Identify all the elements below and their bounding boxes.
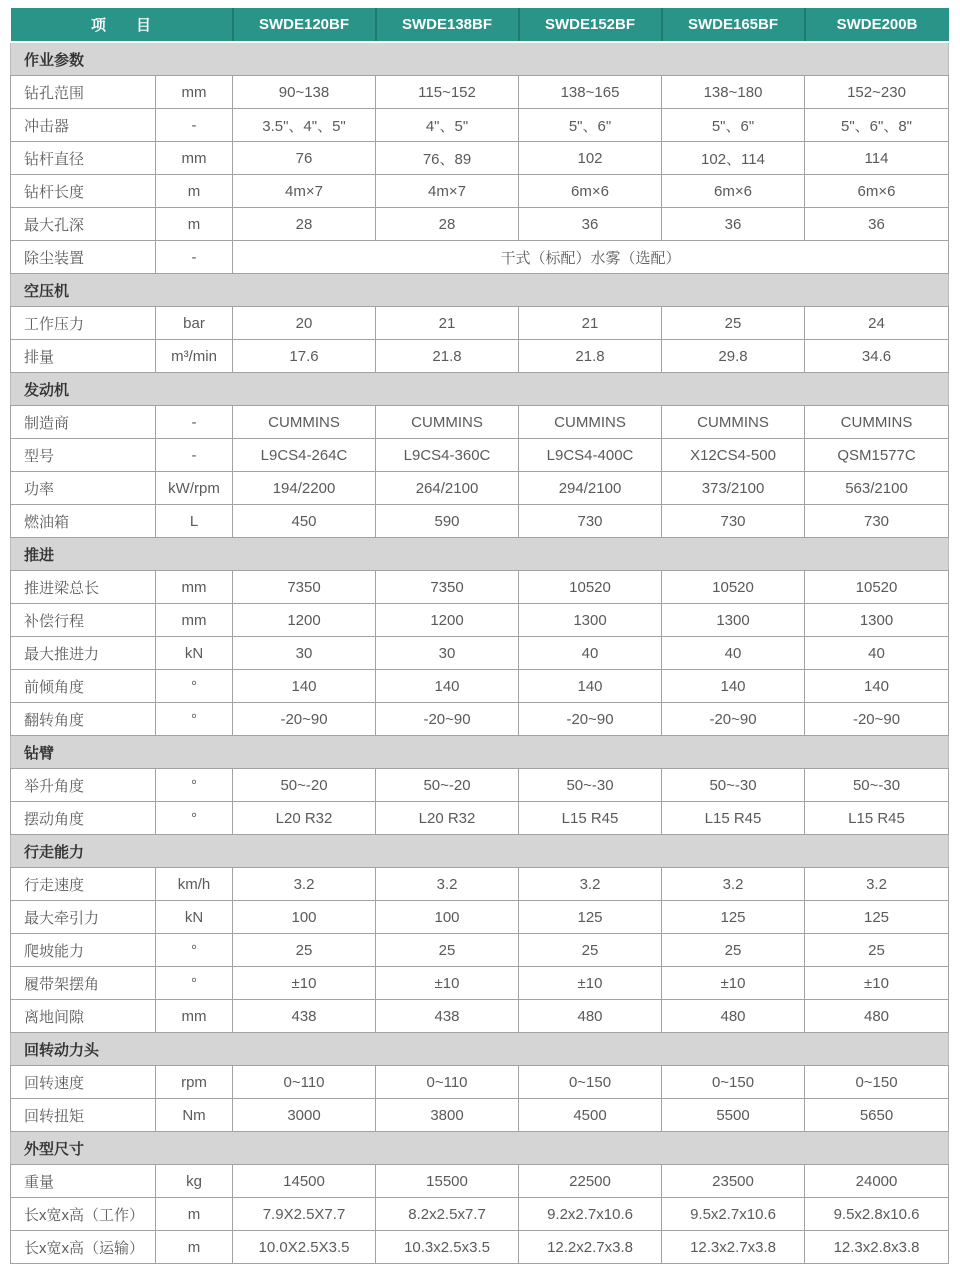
spec-name-cell: 履带架摆角: [11, 967, 156, 1000]
spec-value-cell: 140: [805, 670, 949, 703]
section-row: [11, 835, 949, 868]
spec-unit-cell: -: [156, 406, 233, 439]
spec-name-cell: 离地间隙: [11, 1000, 156, 1033]
spec-value-cell: L9CS4-264C: [233, 439, 376, 472]
spec-row: [11, 604, 949, 637]
spec-value-cell: 6m×6: [662, 175, 805, 208]
spec-value-cell: ±10: [233, 967, 376, 1000]
spec-value-cell: 373/2100: [662, 472, 805, 505]
spec-value-cell: -20~90: [805, 703, 949, 736]
section-title: 回转动力头: [11, 1033, 949, 1066]
spec-value-cell: 480: [519, 1000, 662, 1033]
spec-row: [11, 769, 949, 802]
spec-unit-cell: kN: [156, 901, 233, 934]
spec-row: [11, 406, 949, 439]
spec-value-cell: 9.5x2.7x10.6: [662, 1198, 805, 1231]
spec-row: [11, 439, 949, 472]
spec-name-cell: 燃油箱: [11, 505, 156, 538]
section-title: 行走能力: [11, 835, 949, 868]
spec-value-cell: 12.3x2.8x3.8: [805, 1231, 949, 1264]
spec-unit-cell: -: [156, 109, 233, 142]
spec-name-cell: 补偿行程: [11, 604, 156, 637]
spec-value-cell: 1200: [233, 604, 376, 637]
spec-unit-cell: °: [156, 802, 233, 835]
spec-value-cell: 10.3x2.5x3.5: [376, 1231, 519, 1264]
section-row: [11, 42, 949, 76]
spec-name-cell: 功率: [11, 472, 156, 505]
spec-value-cell: 5500: [662, 1099, 805, 1132]
spec-value-cell: 3800: [376, 1099, 519, 1132]
spec-row: [11, 1231, 949, 1264]
section-title: 外型尺寸: [11, 1132, 949, 1165]
spec-value-cell-merged: 干式（标配）水雾（选配）: [233, 241, 949, 274]
spec-unit-cell: kN: [156, 637, 233, 670]
spec-value-cell: 4m×7: [233, 175, 376, 208]
spec-name-cell: 摆动角度: [11, 802, 156, 835]
section-title: 空压机: [11, 274, 949, 307]
column-header-model: SWDE120BF: [233, 8, 376, 42]
column-header-model: SWDE138BF: [376, 8, 519, 42]
spec-unit-cell: °: [156, 967, 233, 1000]
spec-value-cell: 0~150: [805, 1066, 949, 1099]
spec-value-cell: L20 R32: [233, 802, 376, 835]
spec-value-cell: 40: [805, 637, 949, 670]
spec-value-cell: 10.0X2.5X3.5: [233, 1231, 376, 1264]
spec-value-cell: ±10: [662, 967, 805, 1000]
spec-value-cell: 50~-30: [662, 769, 805, 802]
spec-unit-cell: rpm: [156, 1066, 233, 1099]
spec-value-cell: CUMMINS: [662, 406, 805, 439]
spec-value-cell: 25: [233, 934, 376, 967]
spec-value-cell: CUMMINS: [805, 406, 949, 439]
spec-value-cell: L15 R45: [519, 802, 662, 835]
spec-name-cell: 回转速度: [11, 1066, 156, 1099]
spec-value-cell: 12.2x2.7x3.8: [519, 1231, 662, 1264]
spec-value-cell: 24000: [805, 1165, 949, 1198]
spec-name-cell: 工作压力: [11, 307, 156, 340]
spec-value-cell: 3.2: [662, 868, 805, 901]
spec-value-cell: ±10: [519, 967, 662, 1000]
spec-unit-cell: °: [156, 670, 233, 703]
spec-value-cell: 4"、5": [376, 109, 519, 142]
spec-row: [11, 703, 949, 736]
header-row: [11, 8, 949, 42]
spec-row: [11, 670, 949, 703]
spec-name-cell: 除尘装置: [11, 241, 156, 274]
spec-name-cell: 翻转角度: [11, 703, 156, 736]
spec-row: [11, 208, 949, 241]
section-row: [11, 736, 949, 769]
spec-row: [11, 1000, 949, 1033]
spec-row: [11, 571, 949, 604]
spec-row: [11, 1165, 949, 1198]
spec-name-cell: 行走速度: [11, 868, 156, 901]
spec-value-cell: CUMMINS: [376, 406, 519, 439]
spec-value-cell: 21.8: [519, 340, 662, 373]
spec-row: [11, 967, 949, 1000]
spec-value-cell: 138~165: [519, 76, 662, 109]
spec-unit-cell: bar: [156, 307, 233, 340]
spec-value-cell: 450: [233, 505, 376, 538]
spec-value-cell: 6m×6: [805, 175, 949, 208]
spec-value-cell: 36: [805, 208, 949, 241]
spec-value-cell: 17.6: [233, 340, 376, 373]
spec-name-cell: 长x宽x高（工作）: [11, 1198, 156, 1231]
spec-value-cell: 23500: [662, 1165, 805, 1198]
spec-value-cell: 8.2x2.5x7.7: [376, 1198, 519, 1231]
spec-value-cell: 21: [376, 307, 519, 340]
spec-value-cell: 3.5"、4"、5": [233, 109, 376, 142]
section-row: [11, 274, 949, 307]
table-head: [11, 8, 949, 42]
spec-name-cell: 排量: [11, 340, 156, 373]
spec-value-cell: L9CS4-360C: [376, 439, 519, 472]
spec-unit-cell: km/h: [156, 868, 233, 901]
spec-value-cell: 140: [519, 670, 662, 703]
spec-unit-cell: °: [156, 769, 233, 802]
spec-value-cell: 29.8: [662, 340, 805, 373]
spec-name-cell: 前倾角度: [11, 670, 156, 703]
spec-value-cell: 21.8: [376, 340, 519, 373]
spec-name-cell: 举升角度: [11, 769, 156, 802]
spec-row: [11, 868, 949, 901]
spec-row: [11, 1099, 949, 1132]
spec-value-cell: 3.2: [233, 868, 376, 901]
section-row: [11, 538, 949, 571]
spec-value-cell: X12CS4-500: [662, 439, 805, 472]
spec-value-cell: 438: [233, 1000, 376, 1033]
spec-value-cell: 36: [519, 208, 662, 241]
spec-value-cell: 3000: [233, 1099, 376, 1132]
spec-value-cell: 0~110: [233, 1066, 376, 1099]
spec-value-cell: 7.9X2.5X7.7: [233, 1198, 376, 1231]
spec-value-cell: 22500: [519, 1165, 662, 1198]
spec-name-cell: 推进梁总长: [11, 571, 156, 604]
spec-value-cell: 138~180: [662, 76, 805, 109]
spec-value-cell: 730: [519, 505, 662, 538]
spec-name-cell: 冲击器: [11, 109, 156, 142]
spec-value-cell: 125: [805, 901, 949, 934]
spec-row: [11, 901, 949, 934]
spec-value-cell: 25: [662, 307, 805, 340]
spec-value-cell: 3.2: [805, 868, 949, 901]
spec-name-cell: 最大推进力: [11, 637, 156, 670]
spec-unit-cell: mm: [156, 142, 233, 175]
spec-value-cell: -20~90: [519, 703, 662, 736]
spec-value-cell: 24: [805, 307, 949, 340]
spec-value-cell: 114: [805, 142, 949, 175]
spec-value-cell: 140: [233, 670, 376, 703]
spec-name-cell: 重量: [11, 1165, 156, 1198]
spec-name-cell: 钻杆直径: [11, 142, 156, 175]
spec-value-cell: L15 R45: [662, 802, 805, 835]
spec-row: [11, 109, 949, 142]
spec-name-cell: 回转扭矩: [11, 1099, 156, 1132]
column-header-model: SWDE152BF: [519, 8, 662, 42]
spec-value-cell: 14500: [233, 1165, 376, 1198]
section-row: [11, 1033, 949, 1066]
spec-row: [11, 934, 949, 967]
spec-value-cell: 7350: [233, 571, 376, 604]
spec-value-cell: 6m×6: [519, 175, 662, 208]
spec-row: [11, 472, 949, 505]
column-header-model: SWDE165BF: [662, 8, 805, 42]
spec-row: [11, 241, 949, 274]
spec-name-cell: 钻杆长度: [11, 175, 156, 208]
spec-value-cell: 140: [662, 670, 805, 703]
spec-value-cell: 50~-30: [519, 769, 662, 802]
spec-value-cell: ±10: [805, 967, 949, 1000]
spec-value-cell: 30: [233, 637, 376, 670]
spec-value-cell: 480: [805, 1000, 949, 1033]
spec-value-cell: 102: [519, 142, 662, 175]
spec-value-cell: 12.3x2.7x3.8: [662, 1231, 805, 1264]
spec-value-cell: ±10: [376, 967, 519, 1000]
spec-unit-cell: m: [156, 1231, 233, 1264]
spec-unit-cell: kW/rpm: [156, 472, 233, 505]
spec-name-cell: 最大牵引力: [11, 901, 156, 934]
spec-value-cell: 10520: [519, 571, 662, 604]
spec-value-cell: 125: [662, 901, 805, 934]
spec-value-cell: 590: [376, 505, 519, 538]
spec-value-cell: 438: [376, 1000, 519, 1033]
spec-row: [11, 637, 949, 670]
item-column-header: 项 目: [11, 8, 233, 42]
spec-value-cell: 5"、6"、8": [805, 109, 949, 142]
spec-unit-cell: m: [156, 175, 233, 208]
spec-value-cell: 480: [662, 1000, 805, 1033]
spec-value-cell: 28: [376, 208, 519, 241]
spec-value-cell: 36: [662, 208, 805, 241]
spec-row: [11, 340, 949, 373]
spec-value-cell: 0~150: [519, 1066, 662, 1099]
spec-value-cell: 10520: [805, 571, 949, 604]
spec-row: [11, 142, 949, 175]
spec-value-cell: 20: [233, 307, 376, 340]
spec-unit-cell: mm: [156, 604, 233, 637]
spec-value-cell: 3.2: [376, 868, 519, 901]
table-body: [11, 42, 949, 1264]
spec-unit-cell: kg: [156, 1165, 233, 1198]
spec-table: [10, 8, 949, 1264]
spec-value-cell: 730: [662, 505, 805, 538]
spec-value-cell: 115~152: [376, 76, 519, 109]
spec-value-cell: 5"、6": [662, 109, 805, 142]
spec-value-cell: CUMMINS: [519, 406, 662, 439]
spec-value-cell: 76: [233, 142, 376, 175]
spec-value-cell: 40: [662, 637, 805, 670]
spec-value-cell: 50~-20: [233, 769, 376, 802]
spec-name-cell: 最大孔深: [11, 208, 156, 241]
spec-value-cell: 10520: [662, 571, 805, 604]
spec-name-cell: 制造商: [11, 406, 156, 439]
spec-name-cell: 钻孔范围: [11, 76, 156, 109]
spec-row: [11, 76, 949, 109]
spec-value-cell: 76、89: [376, 142, 519, 175]
spec-value-cell: -20~90: [233, 703, 376, 736]
spec-name-cell: 型号: [11, 439, 156, 472]
spec-value-cell: 5"、6": [519, 109, 662, 142]
spec-value-cell: 264/2100: [376, 472, 519, 505]
spec-value-cell: 0~110: [376, 1066, 519, 1099]
spec-value-cell: 40: [519, 637, 662, 670]
spec-value-cell: 100: [233, 901, 376, 934]
spec-value-cell: 4500: [519, 1099, 662, 1132]
spec-value-cell: 100: [376, 901, 519, 934]
spec-value-cell: 7350: [376, 571, 519, 604]
spec-unit-cell: Nm: [156, 1099, 233, 1132]
spec-value-cell: 50~-20: [376, 769, 519, 802]
spec-value-cell: 730: [805, 505, 949, 538]
spec-value-cell: 90~138: [233, 76, 376, 109]
spec-unit-cell: °: [156, 703, 233, 736]
spec-value-cell: 1300: [662, 604, 805, 637]
spec-unit-cell: mm: [156, 76, 233, 109]
spec-value-cell: 15500: [376, 1165, 519, 1198]
spec-value-cell: 9.5x2.8x10.6: [805, 1198, 949, 1231]
spec-name-cell: 长x宽x高（运输）: [11, 1231, 156, 1264]
spec-row: [11, 802, 949, 835]
spec-value-cell: CUMMINS: [233, 406, 376, 439]
spec-row: [11, 307, 949, 340]
spec-value-cell: 25: [519, 934, 662, 967]
spec-unit-cell: m: [156, 208, 233, 241]
spec-unit-cell: m³/min: [156, 340, 233, 373]
spec-value-cell: 50~-30: [805, 769, 949, 802]
spec-value-cell: 25: [805, 934, 949, 967]
spec-value-cell: 152~230: [805, 76, 949, 109]
spec-value-cell: 34.6: [805, 340, 949, 373]
spec-row: [11, 505, 949, 538]
spec-value-cell: L20 R32: [376, 802, 519, 835]
spec-value-cell: 9.2x2.7x10.6: [519, 1198, 662, 1231]
spec-value-cell: 0~150: [662, 1066, 805, 1099]
section-row: [11, 373, 949, 406]
section-title: 钻臂: [11, 736, 949, 769]
spec-unit-cell: L: [156, 505, 233, 538]
spec-value-cell: 102、114: [662, 142, 805, 175]
spec-name-cell: 爬坡能力: [11, 934, 156, 967]
spec-value-cell: 1300: [519, 604, 662, 637]
spec-value-cell: -20~90: [376, 703, 519, 736]
spec-value-cell: 194/2200: [233, 472, 376, 505]
spec-unit-cell: -: [156, 439, 233, 472]
spec-value-cell: L9CS4-400C: [519, 439, 662, 472]
section-title: 发动机: [11, 373, 949, 406]
spec-value-cell: 25: [662, 934, 805, 967]
spec-value-cell: 21: [519, 307, 662, 340]
spec-unit-cell: m: [156, 1198, 233, 1231]
spec-value-cell: 30: [376, 637, 519, 670]
spec-value-cell: 3.2: [519, 868, 662, 901]
spec-value-cell: 1300: [805, 604, 949, 637]
spec-value-cell: -20~90: [662, 703, 805, 736]
spec-row: [11, 1066, 949, 1099]
section-title: 作业参数: [11, 42, 949, 76]
spec-unit-cell: °: [156, 934, 233, 967]
spec-value-cell: 125: [519, 901, 662, 934]
spec-unit-cell: -: [156, 241, 233, 274]
spec-value-cell: 563/2100: [805, 472, 949, 505]
spec-value-cell: 25: [376, 934, 519, 967]
section-title: 推进: [11, 538, 949, 571]
spec-unit-cell: mm: [156, 1000, 233, 1033]
spec-value-cell: 294/2100: [519, 472, 662, 505]
spec-value-cell: 1200: [376, 604, 519, 637]
spec-value-cell: QSM1577C: [805, 439, 949, 472]
spec-value-cell: L15 R45: [805, 802, 949, 835]
spec-row: [11, 1198, 949, 1231]
spec-value-cell: 140: [376, 670, 519, 703]
spec-value-cell: 4m×7: [376, 175, 519, 208]
column-header-model: SWDE200B: [805, 8, 949, 42]
spec-row: [11, 175, 949, 208]
spec-value-cell: 5650: [805, 1099, 949, 1132]
spec-value-cell: 28: [233, 208, 376, 241]
spec-unit-cell: mm: [156, 571, 233, 604]
section-row: [11, 1132, 949, 1165]
